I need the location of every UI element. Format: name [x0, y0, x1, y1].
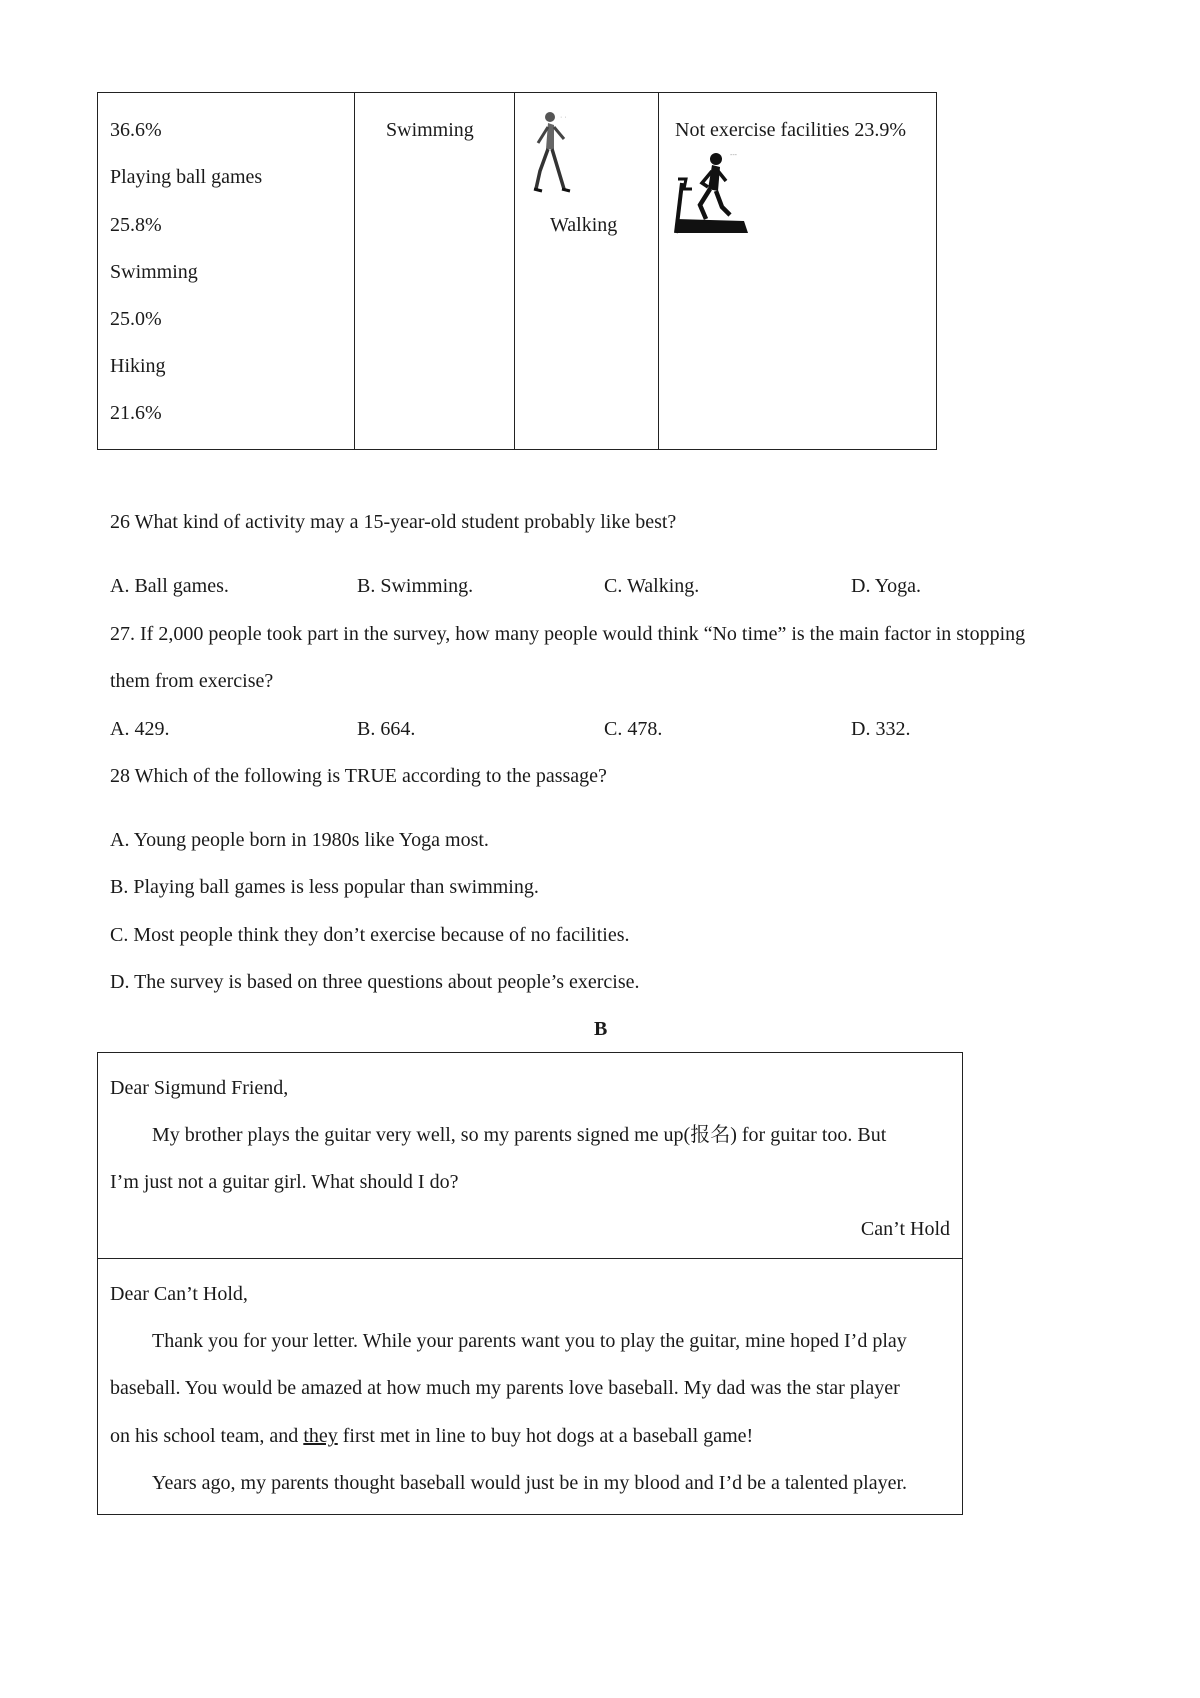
table-divider: [354, 93, 355, 449]
survey-value: 25.8%: [110, 214, 162, 236]
letter-paragraph: baseball. You would be amazed at how much my parents love baseball. My dad was the star player: [110, 1377, 900, 1399]
svg-text:· ·: · ·: [560, 114, 567, 121]
letter-paragraph: [110, 1423, 753, 1449]
letter-paragraph: I’m just not a guitar girl. What should I do?: [110, 1171, 459, 1193]
answer-option: C. 478.: [604, 718, 663, 740]
survey-value: 25.0%: [110, 308, 162, 330]
survey-label: Playing ball games: [110, 166, 263, 188]
survey-value: 36.6%: [110, 119, 162, 141]
survey-label: Not exercise facilities 23.9%: [675, 119, 907, 141]
text-segment: on his school team, and: [110, 1425, 304, 1447]
letter-paragraph: Years ago, my parents thought baseball would just be in my blood and I’d be a talented player.: [152, 1472, 908, 1494]
letter-paragraph: Thank you for your letter. While your parents want you to play the guitar, mine hoped I’d play: [152, 1330, 907, 1352]
treadmill-runner-icon: [672, 149, 752, 237]
svg-text:---: ---: [730, 152, 737, 159]
walking-person-icon: [524, 109, 580, 195]
answer-option: B. Playing ball games is less popular than swimming.: [110, 876, 539, 898]
letters-divider: [98, 1258, 962, 1259]
question-28-stem: 28 Which of the following is TRUE according to the passage?: [110, 765, 607, 787]
answer-option: B. 664.: [357, 718, 416, 740]
underlined-word: they: [303, 1425, 338, 1447]
question-27-stem-cont: them from exercise?: [110, 670, 274, 692]
answer-option: D. The survey is based on three questions about people’s exercise.: [110, 971, 640, 993]
survey-label: Swimming: [386, 119, 474, 141]
answer-option: C. Walking.: [604, 575, 700, 597]
letter-greeting: Dear Sigmund Friend,: [110, 1077, 289, 1099]
answer-option: D. 332.: [851, 718, 911, 740]
survey-table: [97, 92, 937, 450]
text-segment: first met in line to buy hot dogs at a baseball game!: [337, 1425, 754, 1447]
answer-option: A. Young people born in 1980s like Yoga most.: [110, 829, 489, 851]
answer-option: B. Swimming.: [357, 575, 474, 597]
letter-paragraph: My brother plays the guitar very well, so my parents signed me up(报名) for guitar too. But: [152, 1124, 887, 1146]
table-divider: [514, 93, 515, 449]
question-26-stem: 26 What kind of activity may a 15-year-old student probably like best?: [110, 511, 677, 533]
letters-box: [97, 1052, 963, 1515]
answer-option: C. Most people think they don’t exercise because of no facilities.: [110, 924, 630, 946]
answer-option: A. Ball games.: [110, 575, 229, 597]
survey-label: Walking: [550, 214, 618, 236]
letter-signature: Can’t Hold: [860, 1218, 950, 1240]
answer-option: D. Yoga.: [851, 575, 922, 597]
question-27-stem: 27. If 2,000 people took part in the survey, how many people would think “No time” is the main factor in stopping: [110, 623, 1026, 645]
survey-value: 21.6%: [110, 402, 162, 424]
answer-option: A. 429.: [110, 718, 170, 740]
survey-label: Swimming: [110, 261, 198, 283]
section-heading: B: [594, 1018, 608, 1040]
survey-label: Hiking: [110, 355, 166, 377]
table-divider: [658, 93, 659, 449]
letter-greeting: Dear Can’t Hold,: [110, 1283, 248, 1305]
